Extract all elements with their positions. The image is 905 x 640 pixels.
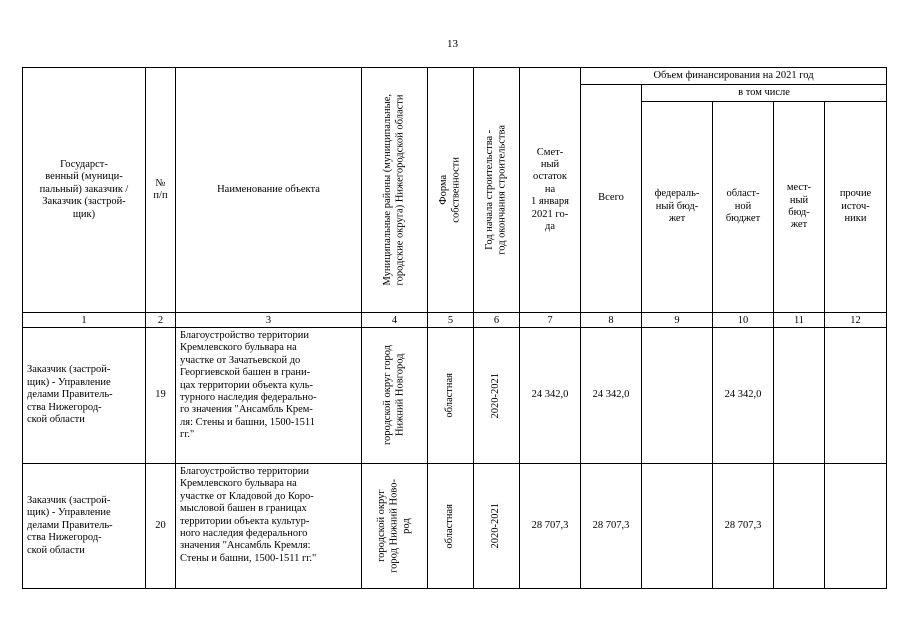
header-other: прочие источ- ники bbox=[825, 102, 887, 313]
column-number: 9 bbox=[642, 313, 713, 328]
row-regional: 28 707,3 bbox=[713, 464, 774, 589]
row-district-cell bbox=[362, 464, 428, 589]
header-financing-title: Объем финансирования на 2021 год bbox=[581, 68, 887, 85]
row-regional: 24 342,0 bbox=[713, 328, 774, 464]
row-number: 19 bbox=[146, 328, 176, 464]
header-districts-cell bbox=[362, 68, 428, 313]
row-number: 20 bbox=[146, 464, 176, 589]
row-object-name: Благоустройство территории Кремлевского бульвара на участке от Зачатьевской до Георгиевской башен в грани- цах территории объекта куль- турного наследия федерально- го значения "Ансамбль Крем- ля: Стены и башни, 1500-1511 гг." bbox=[176, 328, 362, 464]
header-including: в том числе bbox=[642, 85, 887, 102]
row-customer: Заказчик (застрой- щик) - Управление делами Правитель- ства Нижегород- ской области bbox=[23, 464, 146, 589]
row-ownership: областная bbox=[444, 373, 456, 418]
row-years-cell bbox=[474, 328, 520, 464]
row-ownership-cell bbox=[428, 328, 474, 464]
header-ownership: Форма собственности bbox=[438, 157, 462, 223]
column-number: 4 bbox=[362, 313, 428, 328]
row-years: 2020-2021 bbox=[490, 372, 502, 419]
table-row bbox=[23, 328, 887, 464]
column-number: 10 bbox=[713, 313, 774, 328]
header-object-name: Наименование объекта bbox=[176, 68, 362, 313]
row-other bbox=[825, 464, 887, 589]
row-total: 28 707,3 bbox=[581, 464, 642, 589]
column-number-row bbox=[23, 313, 887, 328]
header-local: мест- ный бюд- жет bbox=[774, 102, 825, 313]
header-customer: Государст- венный (муници- пальный) заказчик / Заказчик (застрой- щик) bbox=[23, 68, 146, 313]
column-number: 5 bbox=[428, 313, 474, 328]
column-number: 3 bbox=[176, 313, 362, 328]
row-years-cell bbox=[474, 464, 520, 589]
row-federal bbox=[642, 464, 713, 589]
table-row bbox=[23, 464, 887, 589]
row-district: городской округ город Нижний Новгород bbox=[382, 345, 406, 446]
column-number: 1 bbox=[23, 313, 146, 328]
investment-table bbox=[22, 67, 887, 589]
header-federal: федераль- ный бюд- жет bbox=[642, 102, 713, 313]
row-object-name: Благоустройство территории Кремлевского бульвара на участке от Кладовой до Коро- мысловой башен в границах территории объекта культур- ного наследия федерального значения "Ансамбль Кремля: Стены и башни, 1500-1511 гг." bbox=[176, 464, 362, 589]
row-ownership: областная bbox=[444, 503, 456, 549]
column-number: 11 bbox=[774, 313, 825, 328]
header-regional: област- ной бюджет bbox=[713, 102, 774, 313]
row-ownership-cell bbox=[428, 464, 474, 589]
row-federal bbox=[642, 328, 713, 464]
column-number: 6 bbox=[474, 313, 520, 328]
row-district: городской округ город Нижний Ново- род bbox=[375, 479, 412, 573]
page-number: 13 bbox=[447, 38, 458, 50]
header-years: Год начала строительства - год окончания строительства bbox=[484, 125, 508, 255]
row-total: 24 342,0 bbox=[581, 328, 642, 464]
header-total: Всего bbox=[581, 85, 642, 313]
header-years-cell bbox=[474, 68, 520, 313]
column-number: 12 bbox=[825, 313, 887, 328]
header-districts: Муниципальные районы (муниципальные, городские округа) Нижегородской области bbox=[382, 94, 406, 286]
header-remainder: Смет- ный остаток на 1 января 2021 го- да bbox=[520, 68, 581, 313]
column-number: 7 bbox=[520, 313, 581, 328]
row-years: 2020-2021 bbox=[490, 503, 502, 549]
row-customer: Заказчик (застрой- щик) - Управление делами Правитель- ства Нижегород- ской области bbox=[23, 328, 146, 464]
column-number: 8 bbox=[581, 313, 642, 328]
row-other bbox=[825, 328, 887, 464]
row-remainder: 28 707,3 bbox=[520, 464, 581, 589]
row-local bbox=[774, 464, 825, 589]
column-number: 2 bbox=[146, 313, 176, 328]
header-number: № п/п bbox=[146, 68, 176, 313]
row-local bbox=[774, 328, 825, 464]
row-remainder: 24 342,0 bbox=[520, 328, 581, 464]
row-district-cell bbox=[362, 328, 428, 464]
header-ownership-cell bbox=[428, 68, 474, 313]
